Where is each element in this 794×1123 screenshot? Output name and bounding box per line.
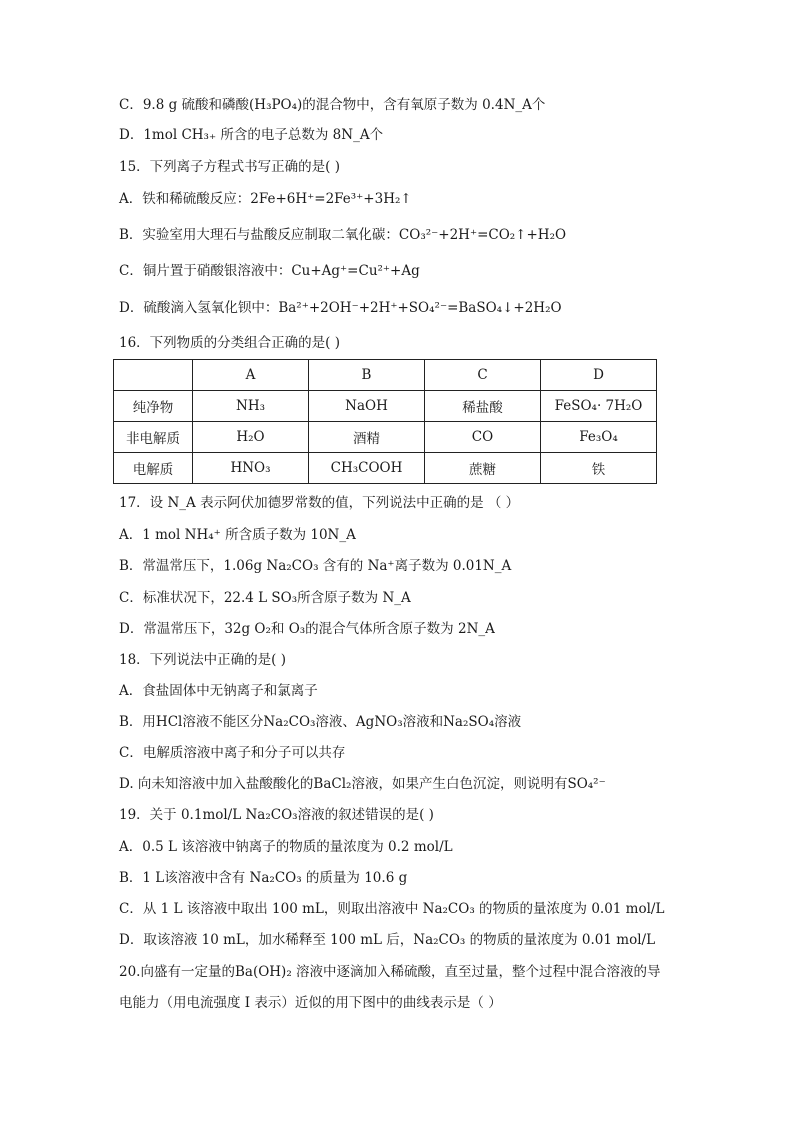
table-cell: 铁	[541, 453, 657, 484]
table-cell: CH₃COOH	[309, 453, 425, 484]
q18-option-d: D. 向未知溶液中加入盐酸酸化的BaCl₂溶液，如果产生白色沉淀，则说明有SO₄²⁻	[119, 776, 606, 792]
q14-option-d: D．1mol CH₃₊ 所含的电子总数为 8N_A个	[119, 127, 384, 143]
table-cell: 酒精	[309, 422, 425, 453]
table-header-row	[114, 360, 657, 391]
table-row	[114, 453, 657, 484]
q18-option-b: B．用HCl溶液不能区分Na₂CO₃溶液、AgNO₃溶液和Na₂SO₄溶液	[119, 714, 522, 730]
table-cell: 稀盐酸	[425, 391, 541, 422]
q15-option-c: C．铜片置于硝酸银溶液中：Cu+Ag⁺=Cu²⁺+Ag	[119, 263, 420, 279]
q15-option-d: D．硫酸滴入氢氧化钡中：Ba²⁺+2OH⁻+2H⁺+SO₄²⁻=BaSO₄↓+2H₂O	[119, 300, 562, 316]
table-cell: 电解质	[114, 453, 193, 484]
q17-stem: 17．设 N_A 表示阿伏加德罗常数的值，下列说法中正确的是 （ ）	[119, 495, 520, 511]
table-row	[114, 391, 657, 422]
table-header-cell: D	[541, 360, 657, 391]
q19-option-a: A．0.5 L 该溶液中钠离子的物质的量浓度为 0.2 mol/L	[119, 839, 453, 855]
table-header-cell: B	[309, 360, 425, 391]
table-cell: 非电解质	[114, 422, 193, 453]
q20-stem-line1: 20.向盛有一定量的Ba(OH)₂ 溶液中逐滴加入稀硫酸，直至过量，整个过程中混合溶液的导	[119, 964, 661, 980]
table-header-cell: C	[425, 360, 541, 391]
table-cell: NaOH	[309, 391, 425, 422]
q16-stem: 16．下列物质的分类组合正确的是( )	[119, 335, 341, 351]
table-header-cell	[114, 360, 193, 391]
q20-stem-line2: 电能力（用电流强度 I 表示）近似的用下图中的曲线表示是（ ）	[119, 995, 502, 1011]
q19-stem: 19．关于 0.1mol/L Na₂CO₃溶液的叙述错误的是( )	[119, 807, 434, 823]
q19-option-b: B．1 L该溶液中含有 Na₂CO₃ 的质量为 10.6 g	[119, 870, 408, 886]
table-cell: H₂O	[193, 422, 309, 453]
q17-option-c: C．标准状况下，22.4 L SO₃所含原子数为 N_A	[119, 590, 411, 606]
table-cell: HNO₃	[193, 453, 309, 484]
table-header-cell: A	[193, 360, 309, 391]
table-cell: FeSO₄· 7H₂O	[541, 391, 657, 422]
q18-stem: 18．下列说法中正确的是( )	[119, 652, 287, 668]
table-cell: 蔗糖	[425, 453, 541, 484]
q15-option-a: A．铁和稀硫酸反应：2Fe+6H⁺=2Fe³⁺+3H₂↑	[119, 191, 412, 207]
q19-option-c: C．从 1 L 该溶液中取出 100 mL，则取出溶液中 Na₂CO₃ 的物质的量浓度为 0.01 mol/L	[119, 901, 665, 917]
table-cell: Fe₃O₄	[541, 422, 657, 453]
table-cell: 纯净物	[114, 391, 193, 422]
classification-table	[113, 359, 657, 484]
q17-option-a: A．1 mol NH₄⁺ 所含质子数为 10N_A	[119, 527, 356, 543]
q17-option-b: B．常温常压下，1.06g Na₂CO₃ 含有的 Na⁺离子数为 0.01N_A	[119, 558, 512, 574]
table-cell: CO	[425, 422, 541, 453]
q14-option-c: C．9.8 g 硫酸和磷酸(H₃PO₄)的混合物中，含有氧原子数为 0.4N_A个	[119, 97, 546, 113]
table-cell: NH₃	[193, 391, 309, 422]
q15-stem: 15．下列离子方程式书写正确的是( )	[119, 159, 341, 175]
q18-option-c: C．电解质溶液中离子和分子可以共存	[119, 745, 346, 761]
q19-option-d: D．取该溶液 10 mL，加水稀释至 100 mL 后，Na₂CO₃ 的物质的量浓度为 0.01 mol/L	[119, 932, 656, 948]
q15-option-b: B．实验室用大理石与盐酸反应制取二氧化碳：CO₃²⁻+2H⁺=CO₂↑+H₂O	[119, 227, 567, 243]
q18-option-a: A．食盐固体中无钠离子和氯离子	[119, 683, 318, 699]
table-row	[114, 422, 657, 453]
q17-option-d: D．常温常压下，32g O₂和 O₃的混合气体所含原子数为 2N_A	[119, 621, 495, 637]
